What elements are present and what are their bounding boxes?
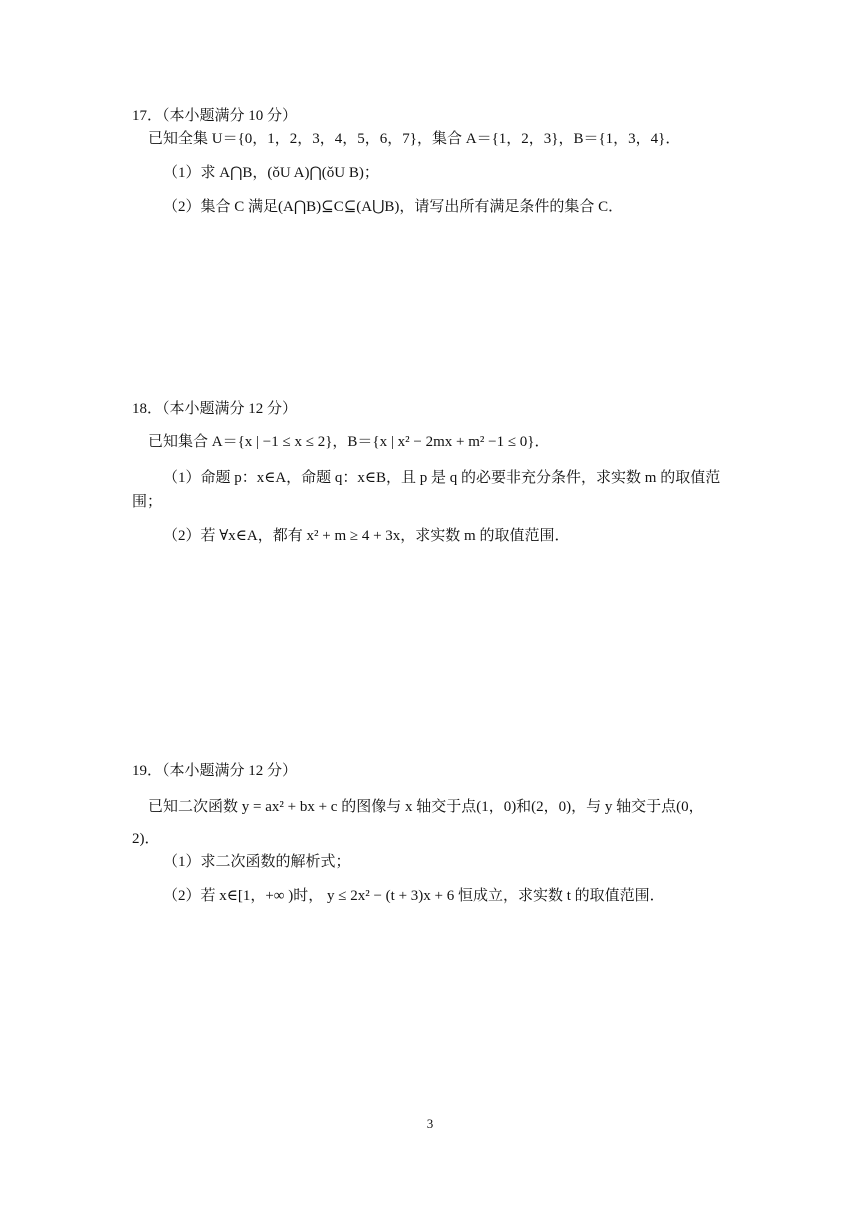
problem-19-title: 19．（本小题满分 12 分）: [132, 763, 298, 779]
page-number: 3: [426, 1116, 434, 1131]
problem-18-part1-line2: 围；: [132, 494, 163, 510]
problem-17-stem: 已知全集 U＝{0，1，2，3，4，5，6，7}，集合 A＝{1，2，3}，B＝{1，3，4}．: [148, 131, 681, 147]
problem-17-part1: （1）求 A⋂B，(ǒU A)⋂(ǒU B)；: [163, 165, 379, 181]
problem-17-part2: （2）集合 C 满足(A⋂B)⊆C⊆(A⋃B)，请写出所有满足条件的集合 C．: [163, 199, 624, 215]
problem-19-stem-line1: 已知二次函数 y = ax² + bx + c 的图像与 x 轴交于点(1，0)和(2，0)，与 y 轴交于点(0，: [148, 799, 704, 815]
problem-18-part1-line1: （1）命题 p：x∈A，命题 q：x∈B，且 p 是 q 的必要非充分条件，求实数 m 的取值范: [163, 470, 721, 486]
problem-19-stem-line2: 2)．: [132, 831, 160, 847]
problem-17-title: 17．（本小题满分 10 分）: [132, 108, 298, 124]
problem-18-stem: 已知集合 A＝{x | −1 ≤ x ≤ 2}，B＝{x | x² − 2mx + m² −1 ≤ 0}．: [148, 434, 550, 450]
problem-18-title: 18．（本小题满分 12 分）: [132, 401, 298, 417]
problem-18-part2: （2）若 ∀x∈A，都有 x² + m ≥ 4 + 3x，求实数 m 的取值范围．: [163, 528, 570, 544]
problem-19-part1: （1）求二次函数的解析式；: [163, 854, 351, 870]
problem-19-part2: （2）若 x∈[1，+∞ )时， y ≤ 2x² − (t + 3)x + 6 恒成立，求实数 t 的取值范围．: [163, 888, 665, 904]
